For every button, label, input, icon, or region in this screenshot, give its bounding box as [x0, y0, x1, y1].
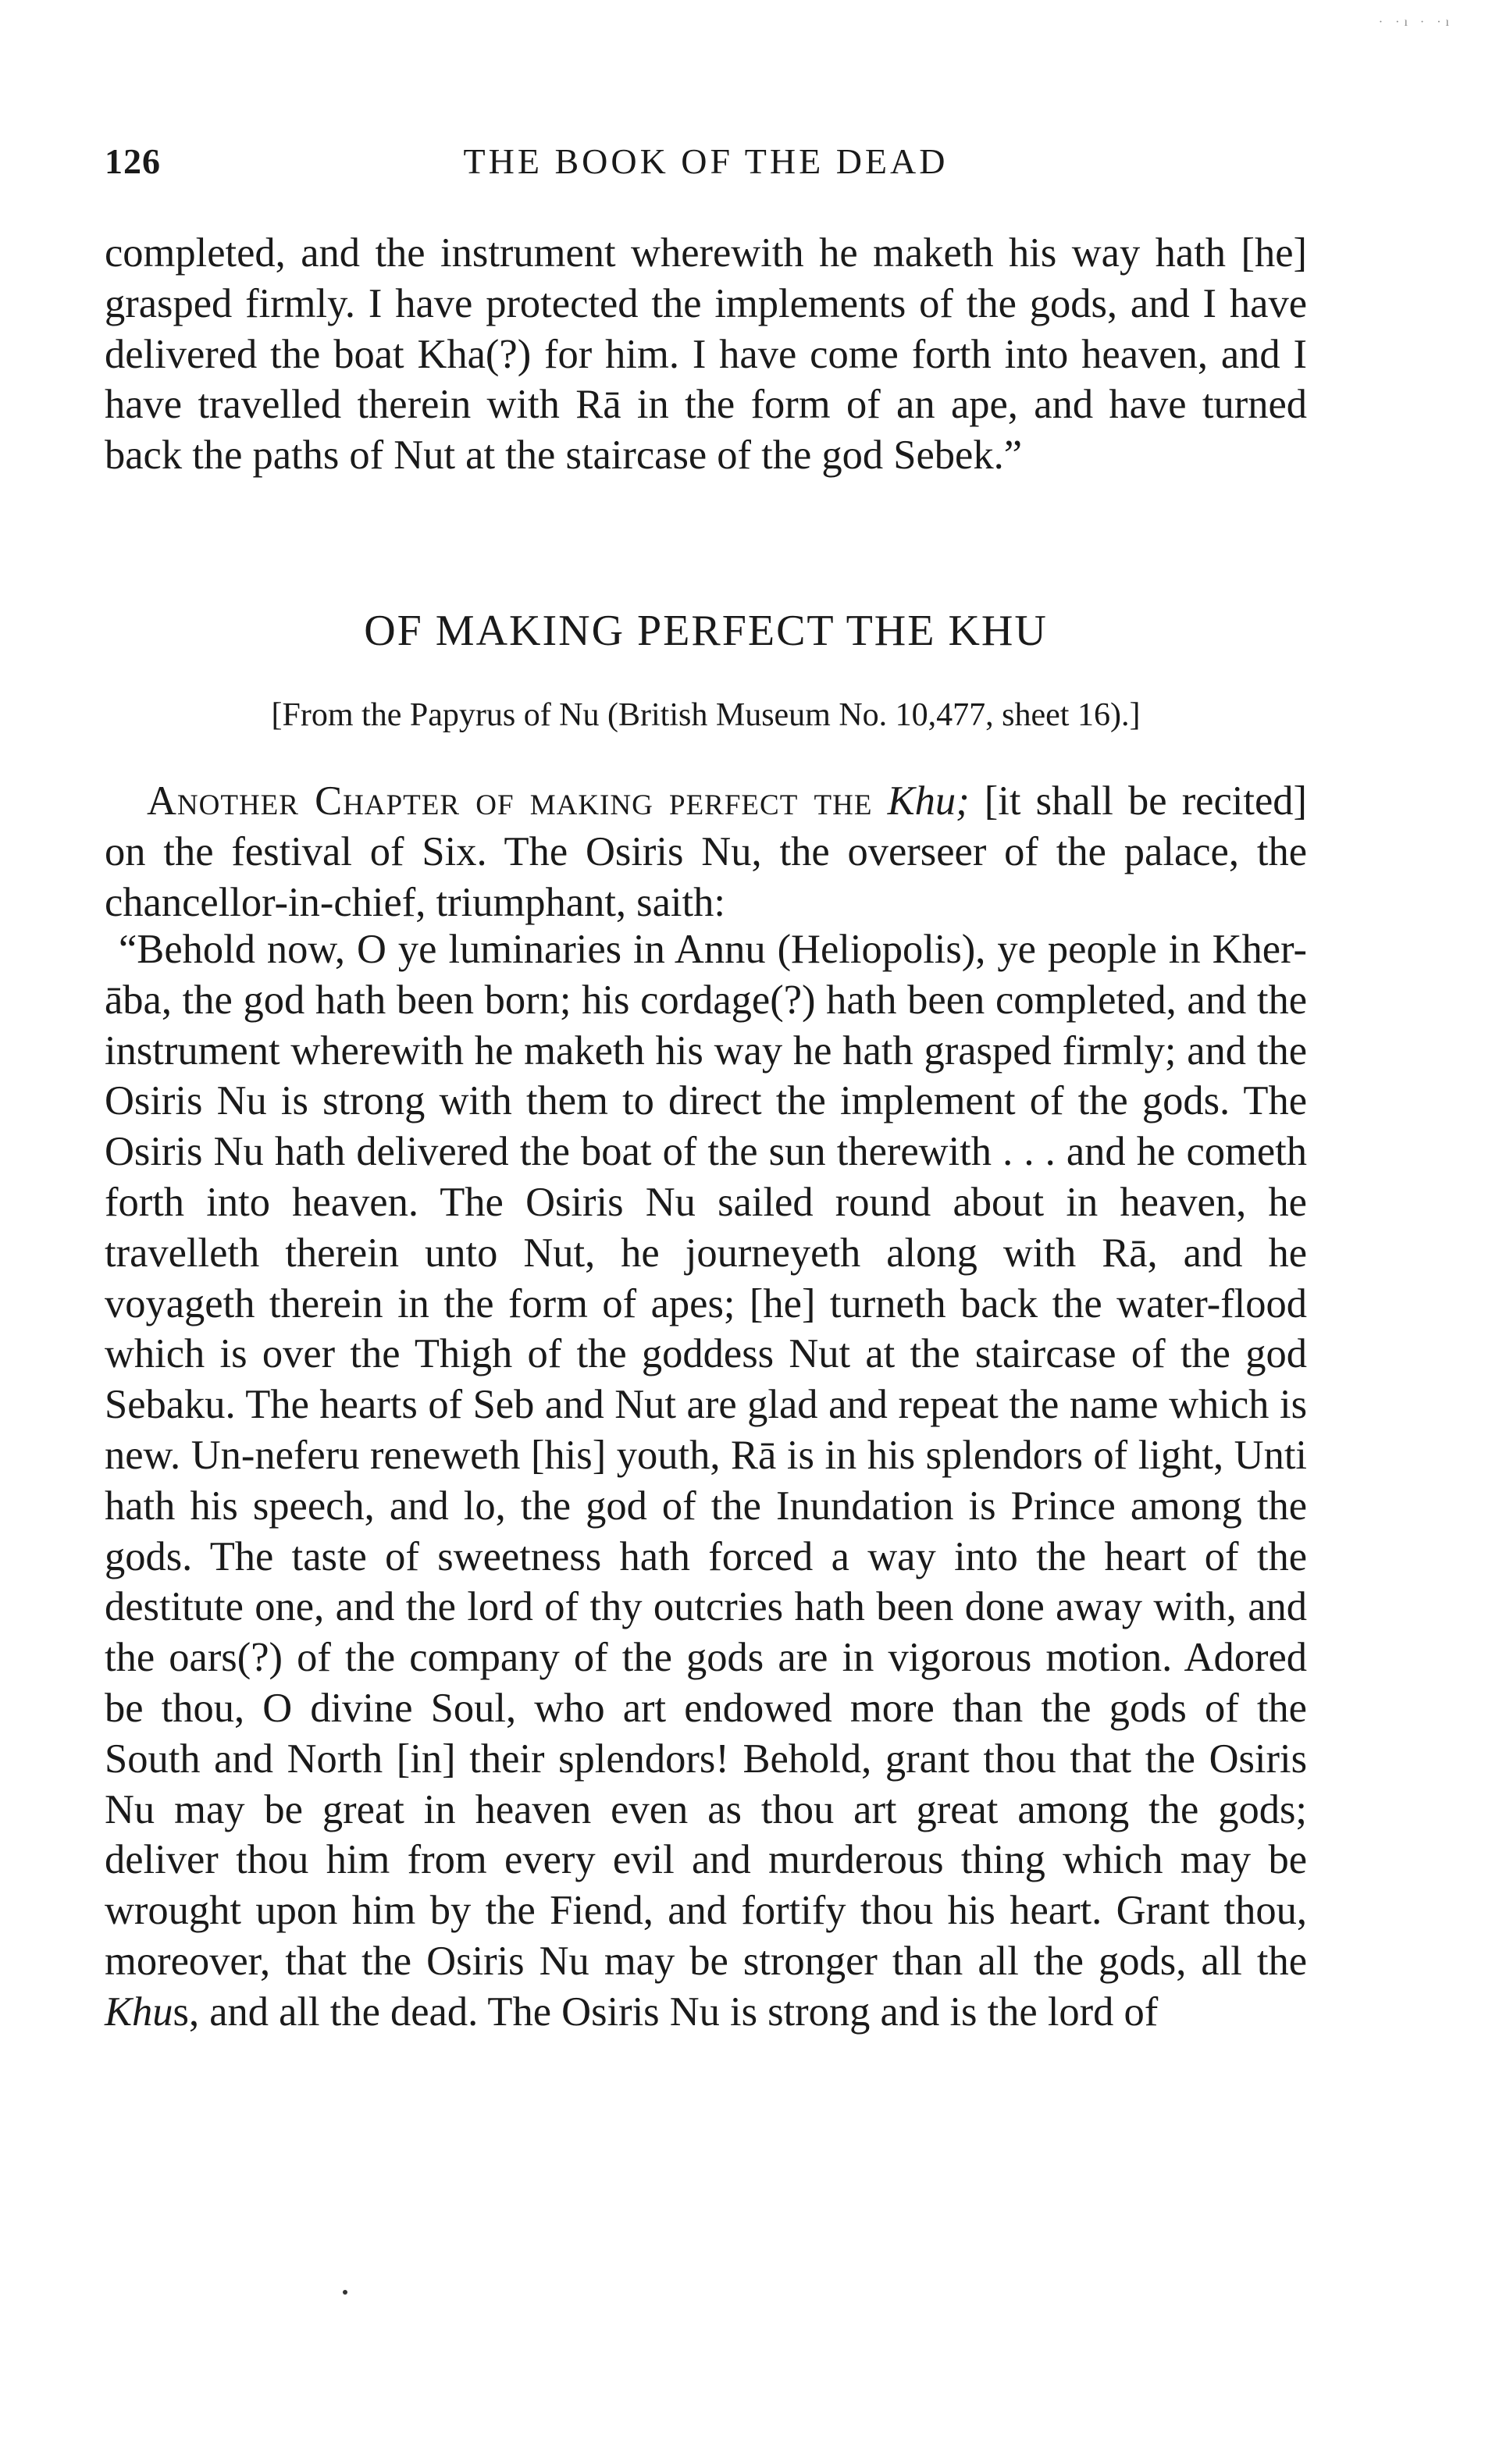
- invocation-italic-word: Khu: [105, 1989, 173, 2035]
- section-heading: OF MAKING PERFECT THE KHU: [364, 607, 1048, 655]
- page-header: [105, 141, 1307, 195]
- chapter-title-small-caps: Another Chapter of making perfect the: [147, 778, 873, 824]
- running-title: THE BOOK OF THE DEAD: [463, 141, 949, 181]
- source-note: [From the Papyrus of Nu (British Museum No. 10,477, sheet 16).]: [271, 697, 1141, 733]
- invocation-text-part-1: “Behold now, O ye luminaries in Annu (Heliopolis), ye people in Kher-āba, the god hath been born; his cordage(?) hath been completed, and the instrument wherewith he maketh his way he hath grasped firmly; and the Osiris Nu is strong with them to direct the implement of the gods. The Osiris Nu hath delivered the boat of the sun therewith . . . and he cometh forth into heaven. The Osiris Nu sailed round about in heaven, he travelleth therein unto Nut, he journeyeth along with Rā, and he voyageth therein in the form of apes; [he] turneth back the water-flood which is over the Thigh of the goddess Nut at the staircase of the god Sebaku. The hearts of Seb and Nut are glad and repeat the name which is new. Un-neferu reneweth [his] youth, Rā is in his splendors of light, Unti hath his speech, and lo, the god of the Inundation is Prince among the gods. The taste of sweetness hath forced a way into the heart of the destitute one, and the lord of thy outcries hath been done away with, and the oars(?) of the company of the gods are in vigorous motion. Adored be thou, O divine Soul, who art endowed more than the gods of the South and North [in] their splendors! Behold, grant thou that the Osiris Nu may be great in heaven even as thou art great among the gods; deliver thou him from every evil and murderous thing which may be wrought upon him by the Fiend, and fortify thou his heart. Grant thou, moreover, that the Osiris Nu may be stronger than all the gods, all the: [105, 927, 1307, 1984]
- paragraph-continued: completed, and the instrument wherewith he maketh his way hath [he] grasped firmly. I have protected the implements of the gods, and I have delivered the boat Kha(?) for him. I have come forth into heaven, and I have travelled therein with Rā in the form of an ape, and have turned back the paths of Nut at the staircase of the god Sebek.”: [105, 230, 1307, 479]
- invocation-text-part-2: s, and all the dead. The Osiris Nu is strong and is the lord of: [173, 1989, 1159, 2035]
- chapter-intro-rest: [it shall be recited] on the festival of Six. The Osiris Nu, the overseer of the palace, the chancellor-in-chief, triumphant, saith:: [105, 778, 1307, 925]
- page-number: 126: [105, 141, 161, 181]
- stray-ink-dot: [343, 2290, 347, 2295]
- scan-marks: · ·ı · ·ı: [1378, 16, 1454, 29]
- chapter-intro-paragraph: [105, 776, 1307, 928]
- invocation-paragraph: [105, 924, 1307, 2038]
- chapter-title-italic: Khu;: [887, 778, 970, 824]
